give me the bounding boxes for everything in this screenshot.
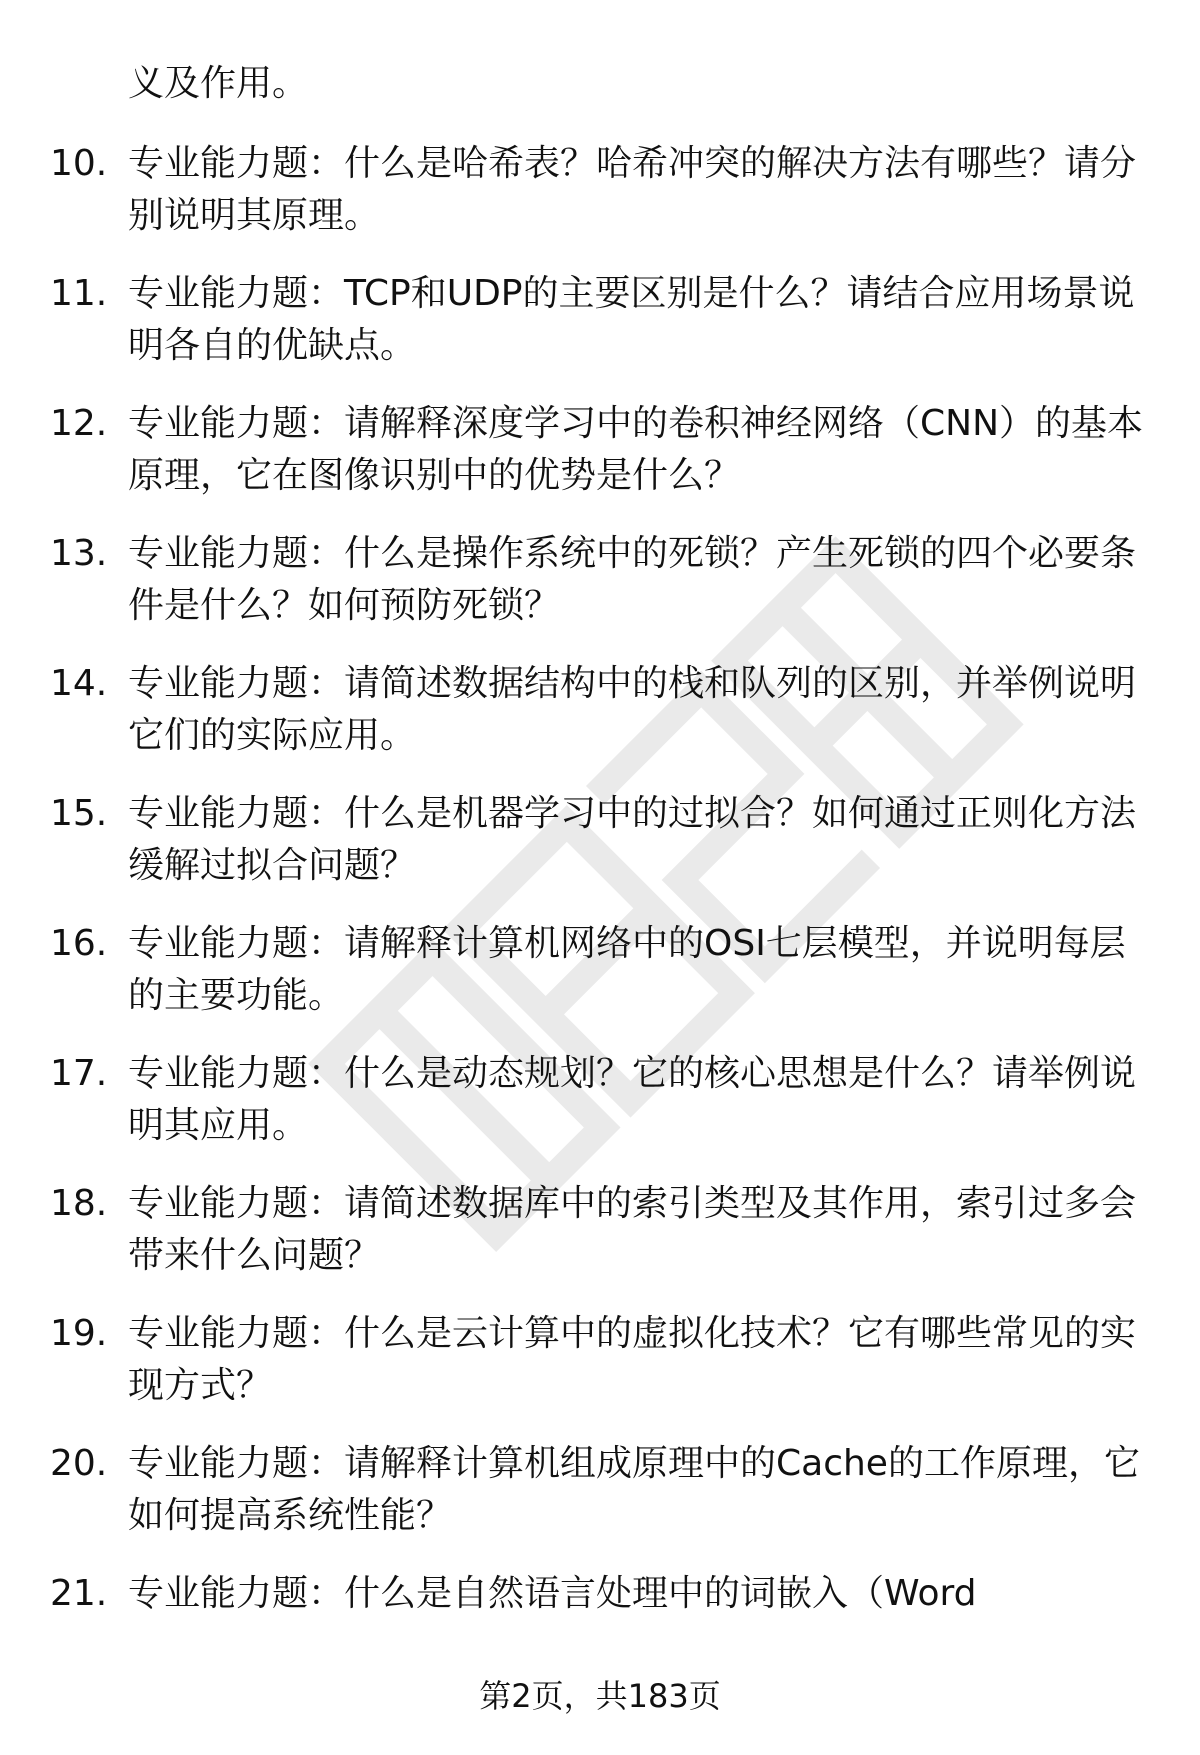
question-text bbox=[128, 398, 1148, 502]
question-text bbox=[128, 788, 1148, 892]
question-number: 10. bbox=[50, 143, 108, 184]
question-item bbox=[0, 398, 1200, 528]
question-number: 11. bbox=[50, 273, 108, 314]
question-text-line: 专业能力题：请简述数据结构中的栈和队列的区别，并举例说明 bbox=[128, 663, 1137, 704]
page-footer: 第2页，共183页 bbox=[479, 1677, 721, 1715]
question-text bbox=[128, 1438, 1148, 1542]
question-number: 15. bbox=[50, 793, 108, 834]
question-text-line: 原理，它在图像识别中的优势是什么？ bbox=[128, 455, 741, 496]
question-number: 14. bbox=[50, 663, 108, 704]
question-text-line: 专业能力题：请解释深度学习中的卷积神经网络（CNN）的基本 bbox=[128, 403, 1143, 444]
question-text bbox=[128, 1568, 1148, 1620]
question-item bbox=[0, 528, 1200, 658]
question-text bbox=[128, 918, 1148, 1022]
question-text bbox=[128, 528, 1148, 632]
question-text-line: 缓解过拟合问题？ bbox=[128, 845, 417, 886]
question-item bbox=[0, 138, 1200, 268]
question-item bbox=[0, 918, 1200, 1048]
question-item bbox=[0, 788, 1200, 918]
question-number: 21. bbox=[50, 1573, 108, 1614]
question-text bbox=[128, 658, 1148, 762]
question-text-line: 它们的实际应用。 bbox=[128, 715, 417, 756]
question-number: 13. bbox=[50, 533, 108, 574]
question-text-line: 明其应用。 bbox=[128, 1105, 309, 1146]
question-text-line: 专业能力题：什么是云计算中的虚拟化技术？它有哪些常见的实 bbox=[128, 1313, 1137, 1354]
question-text-line: 专业能力题：请解释计算机网络中的OSI七层模型，并说明每层 bbox=[128, 923, 1126, 964]
question-text-line: 专业能力题：什么是动态规划？它的核心思想是什么？请举例说 bbox=[128, 1053, 1137, 1094]
question-text-line: 明各自的优缺点。 bbox=[128, 325, 417, 366]
question-item bbox=[0, 1048, 1200, 1178]
question-text-line: 专业能力题：请简述数据库中的索引类型及其作用，索引过多会 bbox=[128, 1183, 1137, 1224]
question-item bbox=[0, 658, 1200, 788]
question-item bbox=[0, 1178, 1200, 1308]
question-text-line: 现方式？ bbox=[128, 1365, 273, 1406]
question-text bbox=[128, 1178, 1148, 1282]
question-number: 18. bbox=[50, 1183, 108, 1224]
question-item bbox=[0, 1308, 1200, 1438]
question-number: 12. bbox=[50, 403, 108, 444]
question-text-line: 的主要功能。 bbox=[128, 975, 345, 1016]
question-item bbox=[0, 268, 1200, 398]
continued-text: 义及作用。 bbox=[128, 63, 309, 104]
question-list bbox=[0, 138, 1200, 1638]
question-number: 16. bbox=[50, 923, 108, 964]
question-text-line: 别说明其原理。 bbox=[128, 195, 381, 236]
question-text-line: 专业能力题：什么是操作系统中的死锁？产生死锁的四个必要条 bbox=[128, 533, 1137, 574]
question-text-line: 带来什么问题？ bbox=[128, 1235, 381, 1276]
question-number: 17. bbox=[50, 1053, 108, 1094]
question-text bbox=[128, 268, 1148, 372]
question-text-line: 专业能力题：什么是自然语言处理中的词嵌入（Word bbox=[128, 1573, 977, 1614]
question-text bbox=[128, 1308, 1148, 1412]
question-text bbox=[128, 138, 1148, 242]
question-text-line: 专业能力题：TCP和UDP的主要区别是什么？请结合应用场景说 bbox=[128, 273, 1135, 314]
question-text-line: 专业能力题：什么是机器学习中的过拟合？如何通过正则化方法 bbox=[128, 793, 1137, 834]
question-text-line: 如何提高系统性能？ bbox=[128, 1495, 453, 1536]
question-number: 19. bbox=[50, 1313, 108, 1354]
question-item bbox=[0, 1438, 1200, 1568]
question-item bbox=[0, 1568, 1200, 1638]
question-text bbox=[128, 1048, 1148, 1152]
question-text-line: 件是什么？如何预防死锁？ bbox=[128, 585, 561, 626]
question-text-line: 专业能力题：请解释计算机组成原理中的Cache的工作原理，它 bbox=[128, 1443, 1140, 1484]
question-number: 20. bbox=[50, 1443, 108, 1484]
question-text-line: 专业能力题：什么是哈希表？哈希冲突的解决方法有哪些？请分 bbox=[128, 143, 1137, 184]
